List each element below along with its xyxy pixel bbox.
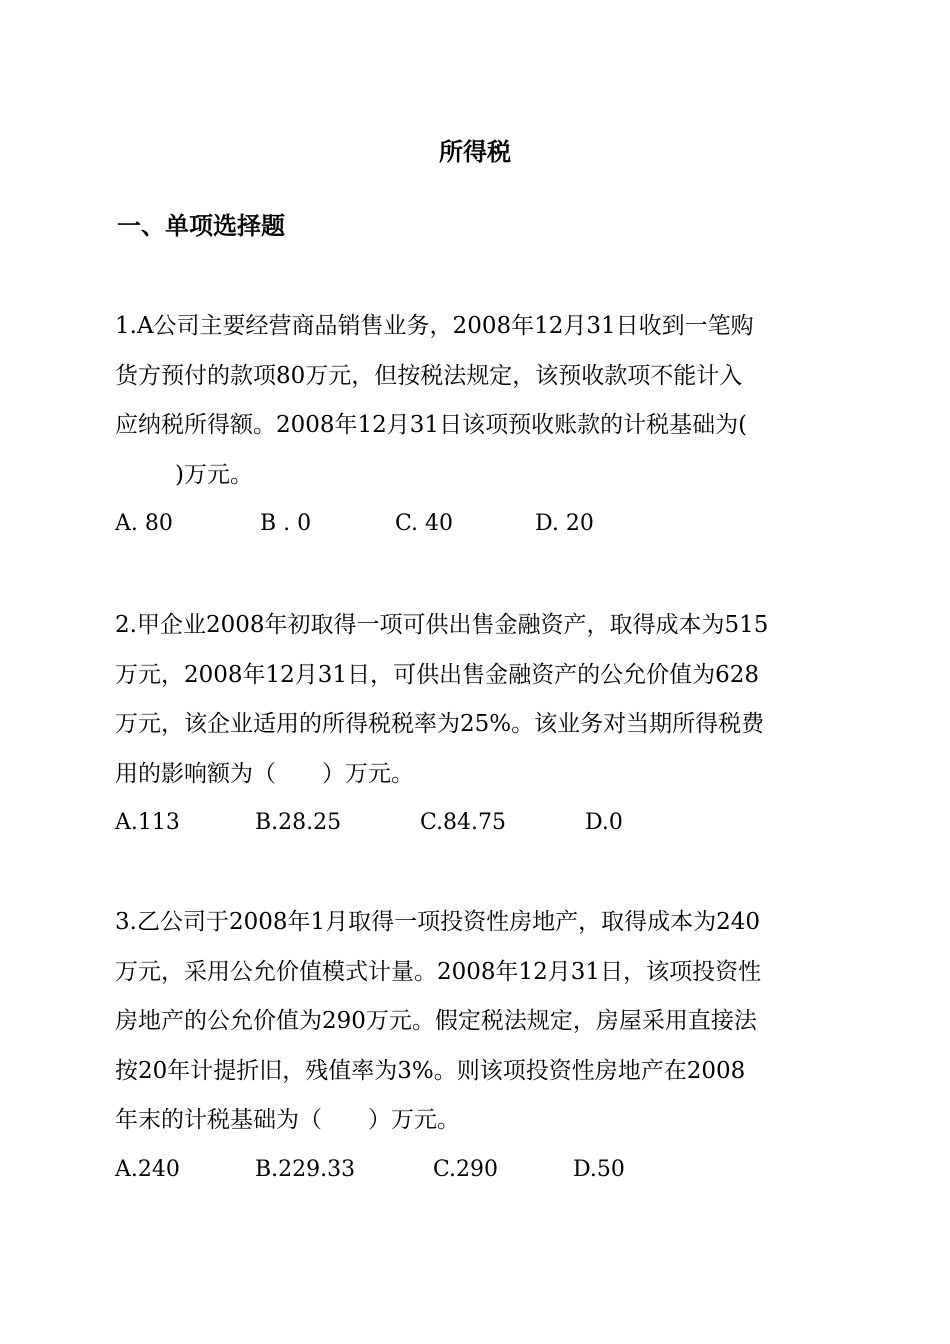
document-title: 所得税 xyxy=(439,138,511,166)
question-3-line-1: 3.乙公司于2008年1月取得一项投资性房地产，取得成本为240 xyxy=(115,909,761,935)
question-3-line-2: 万元，采用公允价值模式计量。2008年12月31日，该项投资性 xyxy=(115,958,762,985)
option-d: D.50 xyxy=(573,1156,625,1182)
question-1-line-2: 货方预付的款项80万元，但按税法规定，该预收款项不能计入 xyxy=(115,362,743,389)
option-b: B.28.25 xyxy=(255,810,342,835)
question-3 xyxy=(115,898,840,1188)
question-2 xyxy=(115,601,840,841)
option-c: C. 40 xyxy=(395,511,454,536)
question-1-line-4: )万元。 xyxy=(175,461,253,488)
option-b: B . 0 xyxy=(260,511,312,536)
option-d: D.0 xyxy=(585,810,623,835)
question-3-line-3: 房地产的公允价值为290万元。假定税法规定，房屋采用直接法 xyxy=(115,1008,757,1034)
option-a: A.240 xyxy=(115,1156,180,1182)
question-1 xyxy=(115,302,840,542)
question-2-line-1: 2.甲企业2008年初取得一项可供出售金融资产，取得成本为515 xyxy=(115,612,769,638)
question-1-line-3: 应纳税所得额。2008年12月31日该项预收账款的计税基础为( xyxy=(115,412,748,438)
question-2-options xyxy=(115,805,840,841)
option-a: A. 80 xyxy=(115,511,173,536)
question-3-line-4: 按20年计提折旧，残值率为3%。则该项投资性房地产在2008 xyxy=(115,1057,746,1084)
option-b: B.229.33 xyxy=(255,1156,356,1182)
question-2-line-4: 用的影响额为（ ）万元。 xyxy=(115,760,414,787)
option-c: C.84.75 xyxy=(420,810,507,835)
option-c: C.290 xyxy=(433,1156,499,1182)
question-3-line-5: 年末的计税基础为（ ）万元。 xyxy=(115,1107,460,1133)
question-1-line-1: 1.A公司主要经营商品销售业务，2008年12月31日收到一笔购 xyxy=(115,313,754,339)
option-d: D. 20 xyxy=(535,511,594,536)
section-heading: 一、单项选择题 xyxy=(117,212,285,240)
option-a: A.113 xyxy=(115,810,180,835)
question-2-line-3: 万元，该企业适用的所得税税率为25%。该业务对当期所得税费 xyxy=(115,711,765,737)
question-3-options xyxy=(115,1152,840,1188)
question-1-options xyxy=(115,506,840,542)
question-2-line-2: 万元，2008年12月31日，可供出售金融资产的公允价值为628 xyxy=(115,661,759,688)
